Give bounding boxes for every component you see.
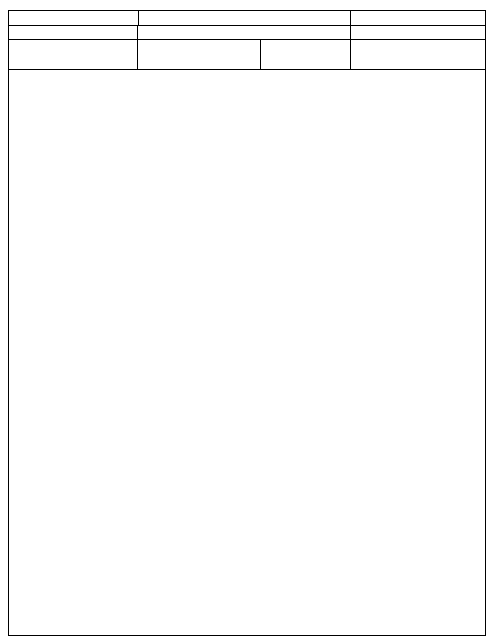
exam-sheet xyxy=(8,10,486,636)
date-cell xyxy=(9,11,139,25)
score-header-cell xyxy=(9,39,139,69)
time-cell xyxy=(9,25,139,39)
header-row-3 xyxy=(9,39,485,70)
father-cell xyxy=(260,39,350,69)
student-id-cell xyxy=(137,39,260,69)
header-row-2 xyxy=(9,25,485,40)
field-cell xyxy=(350,25,485,39)
name-cell xyxy=(350,39,485,69)
header-row-1 xyxy=(9,11,485,26)
course-cell xyxy=(350,11,485,25)
teacher-cell xyxy=(137,25,350,39)
